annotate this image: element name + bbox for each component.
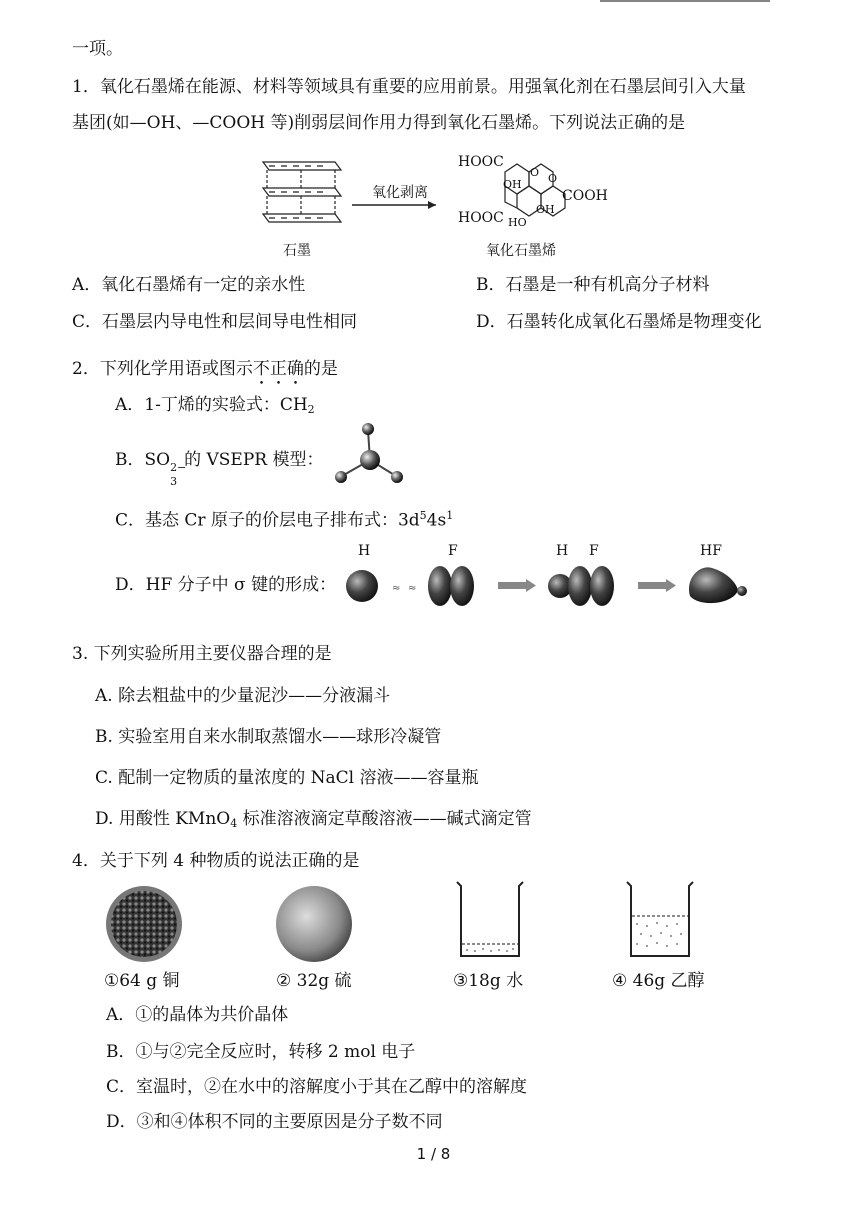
graphite-label: 石墨 <box>283 243 311 259</box>
water-beaker-image <box>455 880 525 960</box>
svg-text:≈: ≈ <box>408 583 417 594</box>
arrow-label: 氧化剥离 <box>372 185 428 201</box>
q2-option-b-pre: B．SO <box>115 450 171 470</box>
go-label: 氧化石墨烯 <box>486 243 556 259</box>
q2-option-c-sup2: 1 <box>446 509 454 522</box>
q4-item-ethanol: ④ 46g 乙醇 <box>612 971 705 991</box>
q2-option-c-pre: C．基态 Cr 原子的价层电子排布式：3d <box>115 510 420 531</box>
q3-option-b: B. 实验室用自来水制取蒸馏水——球形冷凝管 <box>95 727 442 747</box>
go-group-oh-2: OH <box>536 203 555 216</box>
sulfur-sample-image <box>274 884 354 964</box>
q2-stem-emph: 不正确 <box>252 359 304 379</box>
orbital-label-hf: HF <box>700 543 722 559</box>
graphite-structure-diagram <box>255 150 345 235</box>
sigma-bond-orbital-diagram <box>340 560 760 615</box>
q4-item-sulfur: ② 32g 硫 <box>276 971 352 991</box>
q3-option-d-pre: D. 用酸性 KMnO <box>95 809 231 829</box>
q3-stem: 3. 下列实验所用主要仪器合理的是 <box>72 644 332 664</box>
q1-option-b: B．石墨是一种有机高分子材料 <box>476 275 710 295</box>
q2-stem <box>72 358 338 389</box>
go-group-o-2: O <box>548 172 558 185</box>
ethanol-beaker-image <box>625 880 695 960</box>
orbital-label-f1: F <box>448 543 458 559</box>
svg-text:≈: ≈ <box>392 583 401 594</box>
q2-option-c-sup1: 5 <box>419 509 427 522</box>
q2-stem-post: 的是 <box>303 359 338 379</box>
q2-option-b-sup: 2− <box>170 461 187 474</box>
q4-item-copper: ①64 g 铜 <box>104 971 180 991</box>
q3-option-c: C. 配制一定物质的量浓度的 NaCl 溶液——容量瓶 <box>95 768 479 788</box>
q2-option-a <box>115 394 315 421</box>
q3-option-d-post: 标准溶液滴定草酸溶液——碱式滴定管 <box>237 809 532 829</box>
q4-option-c: C．室温时，②在水中的溶解度小于其在乙醇中的溶解度 <box>106 1077 528 1097</box>
q2-option-c-mid: 4s <box>426 510 447 531</box>
q2-option-b-post: 的 VSEPR 模型： <box>184 450 324 470</box>
q2-stem-pre: 2．下列化学用语或图示 <box>72 359 253 379</box>
header-scrap <box>600 0 770 18</box>
go-group-o-1: O <box>530 166 540 179</box>
page-number: 1 / 8 <box>416 1145 451 1163</box>
q1-option-d: D．石墨转化成氧化石墨烯是物理变化 <box>476 312 762 332</box>
go-group-oh-1: OH <box>503 178 522 191</box>
q4-item-water: ③18g 水 <box>453 971 524 991</box>
orbital-label-h1: H <box>358 543 371 559</box>
q1-option-a: A．氧化石墨烯有一定的亲水性 <box>72 275 306 295</box>
intro-text: 一项。 <box>72 39 123 59</box>
q4-option-a: A．①的晶体为共价晶体 <box>106 1005 289 1025</box>
go-group-ho: HO <box>508 216 527 229</box>
reaction-arrow <box>352 200 442 210</box>
go-group-hooc-bottom: HOOC <box>458 210 504 226</box>
q2-option-a-sub: 2 <box>307 403 315 416</box>
q2-option-b <box>115 449 324 488</box>
q3-option-d-sub: 4 <box>230 817 238 830</box>
q1-stem-line1: 1．氧化石墨烯在能源、材料等领域具有重要的应用前景。用强氧化剂在石墨层间引入大量 <box>72 77 746 97</box>
go-group-hooc-top: HOOC <box>458 154 504 170</box>
q4-stem: 4．关于下列 4 种物质的说法正确的是 <box>72 851 360 871</box>
q2-option-c <box>115 505 453 532</box>
vsepr-model-diagram <box>330 420 410 490</box>
q4-option-b: B．①与②完全反应时，转移 2 mol 电子 <box>106 1042 416 1062</box>
q2-option-d: D．HF 分子中 σ 键的形成： <box>115 575 337 595</box>
orbital-label-f2: F <box>589 543 599 559</box>
q4-option-d: D．③和④体积不同的主要原因是分子数不同 <box>106 1112 443 1132</box>
q2-option-a-text: A．1-丁烯的实验式：CH <box>115 395 308 415</box>
q3-option-a: A. 除去粗盐中的少量泥沙——分液漏斗 <box>95 686 391 706</box>
q1-option-c: C．石墨层内导电性和层间导电性相同 <box>72 312 358 332</box>
q2-option-b-sub: 3 <box>170 475 178 488</box>
orbital-label-h2: H <box>556 543 569 559</box>
copper-sample-image <box>104 884 184 964</box>
q1-stem-line2: 基团(如—OH、—COOH 等)削弱层间作用力得到氧化石墨烯。下列说法正确的是 <box>72 113 686 133</box>
q3-option-d <box>95 808 532 835</box>
go-group-cooh: COOH <box>562 188 608 204</box>
